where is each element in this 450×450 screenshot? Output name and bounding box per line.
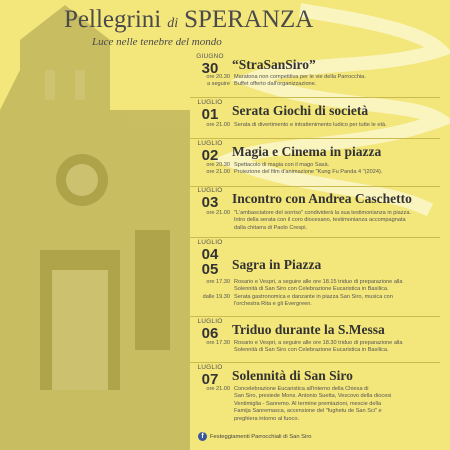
divider (190, 237, 440, 238)
event-times (190, 340, 230, 347)
divider (190, 97, 440, 98)
event-times (190, 386, 230, 393)
event-times (190, 210, 230, 217)
page-title (64, 6, 313, 34)
event-day: 07 (201, 371, 219, 388)
event-date (190, 140, 230, 163)
title-pellegrini: Pellegrini (64, 6, 162, 33)
event-time (190, 301, 230, 308)
event-description (234, 386, 446, 423)
event-item (190, 187, 446, 235)
event-day: 06 (201, 325, 219, 342)
event-day: 01 (201, 106, 219, 123)
facebook-icon: f (198, 432, 207, 441)
event-day: 04 (201, 246, 219, 263)
event-line: Rosario e Vespri, a seguire alle ore 18.15 triduo di preparazione alla (234, 279, 403, 285)
event-times (190, 162, 230, 177)
event-line: preghiera intorno al fuoco. (234, 415, 299, 422)
event-line: Ventimiglia - Sanremo. Al termine premiazioni, mescie della (234, 400, 382, 407)
event-time: ore 21.00 (206, 210, 230, 216)
event-line: Maratona non competitiva per le vie della Parrocchia. (234, 74, 366, 80)
event-date (190, 187, 230, 210)
event-line: Serata gastronomica e danzante in piazza San Siro, musica con (234, 293, 393, 300)
event-item (190, 239, 446, 311)
event-day: 03 (201, 194, 219, 211)
divider (190, 316, 440, 317)
event-times (190, 279, 230, 309)
event-time: ore 20.30 (206, 162, 230, 168)
event-description (234, 279, 446, 309)
event-title: Solennità di San Siro (232, 368, 353, 383)
page-subtitle: Luce nelle tenebre del mondo (92, 36, 222, 48)
event-item (190, 99, 446, 135)
event-times (190, 74, 230, 89)
event-time: ore 21.00 (206, 169, 230, 176)
event-month: LUGLIO (197, 140, 223, 147)
event-item (190, 53, 446, 98)
event-line: Rosario e Vespri, a seguire alle ore 18.30 triduo di preparazione alla (234, 340, 403, 346)
event-date (190, 53, 230, 76)
event-description (234, 122, 446, 129)
event-line: dalla chitarra di Paolo Crespi. (234, 224, 308, 231)
event-description (234, 162, 446, 177)
event-time: a seguire (206, 81, 230, 88)
event-time (190, 286, 230, 293)
event-line: "L'ambasciatore del sorriso" condividerà la sua testimonianza in piazza. (234, 210, 411, 216)
event-month: LUGLIO (197, 364, 223, 371)
event-month: LUGLIO (197, 99, 223, 106)
event-line: Serata di divertimento e intrattenimento ludico per tutte le età. (234, 122, 387, 128)
event-line: Solennità di San Siro con Celebrazione Eucaristica in Basilica. (234, 286, 389, 293)
event-time: ore 21.00 (206, 386, 230, 392)
event-day: 30 (201, 60, 219, 77)
event-item (190, 140, 446, 185)
event-item (190, 364, 446, 430)
event-date (190, 99, 230, 122)
event-line: Proiezione del film d'animazione "Kung Fu Panda 4 "(2024). (234, 169, 383, 176)
event-day-second: 05 (201, 261, 219, 278)
event-title: Sagra in Piazza (232, 257, 322, 272)
event-title: Triduo durante la S.Messa (232, 322, 385, 337)
title-di: di (167, 16, 179, 31)
event-line: San Siro, presiede Mons. Antonio Suetta, Vescovo della diocesi (234, 393, 392, 400)
event-title: Serata Giochi di società (232, 103, 369, 118)
event-line: Concelebrazione Eucaristica all'interno della Chiesa di (234, 386, 369, 392)
event-date (190, 239, 230, 277)
divider (190, 138, 440, 139)
event-time: ore 17.30 (206, 279, 230, 285)
event-title: Incontro con Andrea Caschetto (232, 191, 412, 206)
event-day: 02 (201, 147, 219, 164)
event-line: Buffet offerto dall'organizzazione. (234, 81, 317, 88)
event-month: GIUGNO (196, 53, 224, 60)
facebook-footer[interactable] (198, 432, 312, 441)
event-month: LUGLIO (197, 187, 223, 194)
event-line: Solennità di San Siro con Celebrazione Eucaristica in Basilica. (234, 347, 389, 354)
facebook-page-label: Festeggiamenti Parrocchiali di San Siro (210, 434, 312, 441)
event-line: l'orchestra Rita e gli Evergreen. (234, 301, 312, 308)
event-title: “StraSanSiro” (232, 57, 316, 72)
event-times (190, 122, 230, 129)
event-time: ore 17.30 (206, 340, 230, 346)
event-title: Magia e Cinema in piazza (232, 144, 382, 159)
event-description (234, 210, 446, 232)
event-date (190, 318, 230, 341)
event-line: Intro della serata con il coro diocesano, testimonianza accompagnata (234, 217, 406, 224)
event-description (234, 340, 446, 355)
event-time: ore 20.30 (206, 74, 230, 80)
event-date (190, 364, 230, 387)
title-speranza: SPERANZA (184, 6, 314, 33)
event-month: LUGLIO (197, 318, 223, 325)
event-time: ore 21.00 (206, 122, 230, 128)
event-item (190, 318, 446, 360)
event-description (234, 74, 446, 89)
event-time: dalle 19.30 (202, 293, 230, 300)
event-line: Spettacolo di magia con il mago Sasà. (234, 162, 330, 168)
event-line: Famija Sanremasca, accensione del "fughetu de San Sci" e (234, 408, 382, 415)
divider (190, 362, 440, 363)
event-month: LUGLIO (197, 239, 223, 246)
